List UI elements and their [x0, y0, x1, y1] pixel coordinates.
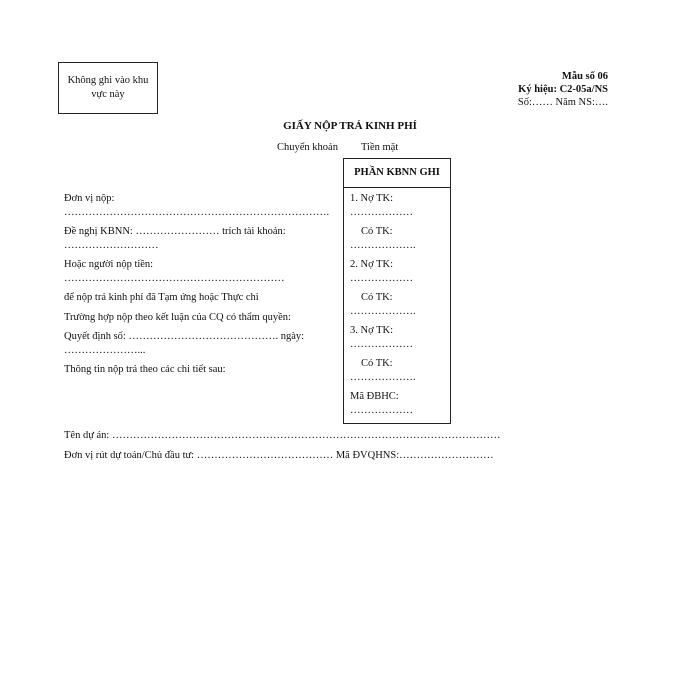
payment-transfer: Chuyển khoản — [277, 142, 338, 153]
budget-unit-line: Đơn vị rút dự toán/Chủ đầu tư: ………………………………… Mã ĐVQHNS:……………………… — [64, 450, 494, 461]
details-line: Thông tin nộp trả theo các chi tiết sau: — [64, 364, 226, 375]
kbnn-credit-3: Có TK: — [361, 358, 393, 369]
kbnn-dots-f: ………………. — [350, 372, 416, 383]
payment-cash: Tiền mặt — [361, 142, 399, 153]
number-year: Số:…… Năm NS:…. — [517, 97, 608, 108]
form-symbol: Ký hiệu: C2-05a/NS — [518, 84, 608, 95]
request-kbnn: Đề nghị KBNN: …………………… trích tài khoản: — [64, 226, 286, 237]
kbnn-dots-d: ………………. — [350, 306, 416, 317]
kbnn-debit-3: 3. Nợ TK: — [350, 325, 393, 336]
kbnn-dots-e: ……………… — [350, 339, 413, 350]
no-write-box — [58, 62, 158, 114]
purpose-line: để nộp trả kinh phí đã Tạm ứng hoặc Thực chi — [64, 292, 259, 303]
form-number: Mẫu số 06 — [561, 71, 608, 82]
no-write-text: Không ghi vào khu vực này — [67, 75, 149, 100]
kbnn-dots-g: ……………… — [350, 405, 413, 416]
or-payer-dots: ……………………………………………………… — [64, 273, 285, 284]
authority-case: Trường hợp nộp theo kết luận của CQ có thẩm quyền: — [64, 312, 291, 323]
kbnn-dots-c: ……………… — [350, 273, 413, 284]
payer-unit-label: Đơn vị nộp: — [64, 193, 115, 204]
kbnn-dbhc: Mã ĐBHC: — [350, 391, 399, 402]
page-title: GIẤY NỘP TRẢ KINH PHÍ — [283, 120, 417, 132]
project-name-line: Tên dự án: ………………………………………………………………………………………………… — [64, 430, 501, 441]
kbnn-debit-1: 1. Nợ TK: — [350, 193, 393, 204]
kbnn-debit-2: 2. Nợ TK: — [350, 259, 393, 270]
kbnn-dots-a: ……………… — [350, 207, 413, 218]
request-kbnn-dots: ……………………… — [64, 240, 159, 251]
kbnn-dots-b: ………………. — [350, 240, 416, 251]
decision-dots: …………………... — [64, 345, 146, 356]
form-code-block — [518, 70, 608, 109]
decision-line: Quyết định số: ……………………………………. ngày: — [64, 331, 305, 342]
kbnn-credit-1: Có TK: — [361, 226, 393, 237]
payer-unit-dots: …………………………………………………………………. — [64, 207, 330, 218]
or-payer: Hoặc người nộp tiền: — [64, 259, 154, 270]
kbnn-heading: PHẦN KBNN GHI — [344, 159, 450, 188]
kbnn-credit-2: Có TK: — [361, 292, 393, 303]
